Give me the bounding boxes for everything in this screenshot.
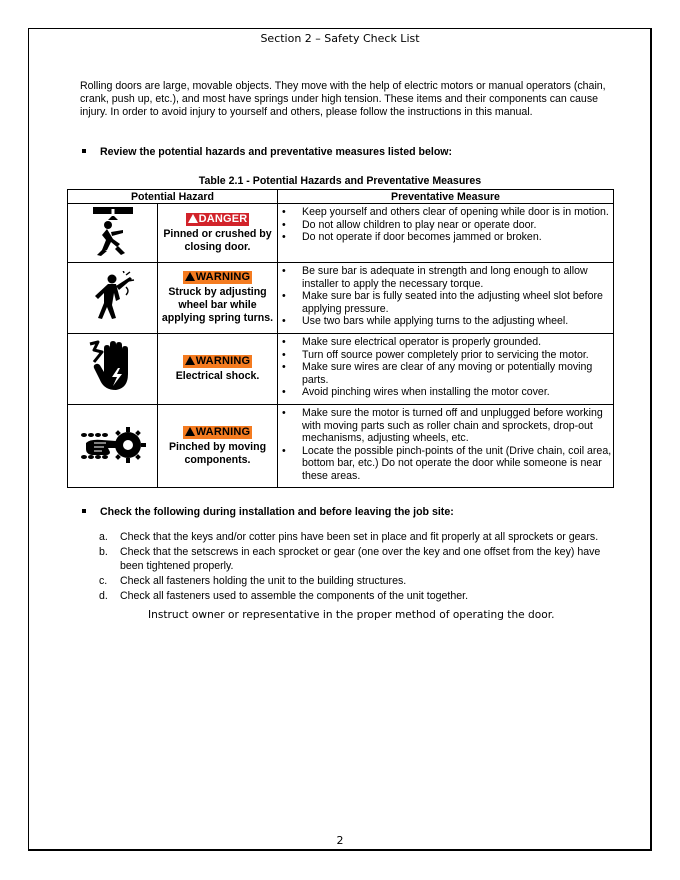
alert-triangle-icon <box>185 272 195 281</box>
table-row <box>68 334 614 405</box>
measure-item: • Keep yourself and others clear of opening while door is in motion. <box>302 206 613 219</box>
checklist-item <box>99 545 609 573</box>
page-header: Section 2 – Safety Check List <box>260 32 420 45</box>
checklist-item <box>99 589 609 603</box>
hazard-label-cell <box>158 204 278 263</box>
review-bullet <box>80 146 452 158</box>
instruct-line: Instruct owner or representative in the proper method of operating the door. <box>148 609 555 621</box>
hazard-icon-cell <box>68 263 158 334</box>
measure-item: • Make sure bar is fully seated into the adjusting wheel slot before applying pressure. <box>302 290 613 315</box>
checklist-item <box>99 530 609 544</box>
checklist-item <box>99 574 609 588</box>
page-number: 2 <box>336 834 344 847</box>
checklist-text: Check that the setscrews in each sprocket or gear (one over the key and one offset from the key) have been tightened properly. <box>120 546 601 572</box>
table-header-row <box>68 190 614 204</box>
hazard-text: Electrical shock. <box>175 370 260 382</box>
pinch-point-icon <box>80 421 146 469</box>
measure-item: • Do not allow children to play near or operate door. <box>302 219 613 232</box>
hazard-text: Pinned or crushed by closing door. <box>163 227 272 253</box>
measure-item: • Make sure wires are clear of any moving or potentially moving parts. <box>302 361 613 386</box>
hazard-label-cell <box>158 405 278 488</box>
hazard-label-cell <box>158 334 278 405</box>
hazards-table <box>67 189 614 488</box>
table-row <box>68 204 614 263</box>
measures-cell <box>278 334 614 405</box>
measure-item: • Turn off source power completely prior to servicing the motor. <box>302 349 613 362</box>
square-bullet-icon <box>82 509 86 513</box>
hazard-text: Struck by adjusting wheel bar while applying spring turns. <box>161 286 274 324</box>
header-preventative-measure: Preventative Measure <box>278 190 614 204</box>
alert-triangle-icon <box>185 356 195 365</box>
measure-item: • Use two bars while applying turns to the adjusting wheel. <box>302 315 613 328</box>
danger-sign: DANGER <box>186 213 250 226</box>
checklist <box>99 530 609 604</box>
checklist-letter: a. <box>99 531 108 543</box>
measure-item: • Locate the possible pinch-points of the unit (Drive chain, coil area, bottom bar, etc.) Do not operate the door while someone is near these areas. <box>302 445 613 483</box>
warning-sign: WARNING <box>183 426 253 439</box>
hazard-icon-cell <box>68 334 158 405</box>
measure-item: • Make sure the motor is turned off and unplugged before working with moving parts such as roller chain and sprockets, drop-out mechanisms, adjusting wheels, etc. <box>302 407 613 445</box>
measure-item: • Be sure bar is adequate in strength and long enough to allow installer to apply the necessary torque. <box>302 265 613 290</box>
measure-item: • Avoid pinching wires when installing the motor cover. <box>302 386 613 399</box>
hazard-label-cell <box>158 263 278 334</box>
crush-hazard-icon <box>91 206 135 258</box>
review-bullet-text: Review the potential hazards and preventative measures listed below: <box>100 146 453 158</box>
hazard-icon-cell <box>68 405 158 488</box>
checklist-text: Check all fasteners holding the unit to the building structures. <box>120 575 407 587</box>
checklist-text: Check that the keys and/or cotter pins have been set in place and fit properly at all sprockets or gears. <box>120 531 599 543</box>
hazard-text: Pinched by moving components. <box>168 440 267 466</box>
warning-sign: WARNING <box>183 271 253 284</box>
struck-by-bar-icon <box>90 271 136 323</box>
measures-cell <box>278 204 614 263</box>
measure-item: • Do not operate if door becomes jammed or broken. <box>302 231 613 244</box>
alert-triangle-icon <box>185 427 195 436</box>
check-bullet <box>80 506 454 518</box>
intro-paragraph: Rolling doors are large, movable objects. They move with the help of electric motors or manual operators (chain, crank, push up, etc.), and most have springs under high tension. These items and their components can cause injury. In order to avoid injury to yourself and others, please follow the instructions in this manual. <box>80 80 606 118</box>
square-bullet-icon <box>82 149 86 153</box>
measures-cell <box>278 405 614 488</box>
measures-cell <box>278 263 614 334</box>
checklist-letter: c. <box>99 575 108 587</box>
measure-item: • Make sure electrical operator is properly grounded. <box>302 336 613 349</box>
alert-triangle-icon <box>188 214 198 223</box>
table-caption: Table 2.1 - Potential Hazards and Preventative Measures <box>198 175 482 187</box>
checklist-text: Check all fasteners used to assemble the components of the unit together. <box>120 590 469 602</box>
warning-sign: WARNING <box>183 355 253 368</box>
checklist-letter: d. <box>99 590 108 602</box>
electrical-shock-icon <box>88 340 138 396</box>
table-row <box>68 405 614 488</box>
header-potential-hazard: Potential Hazard <box>68 190 278 204</box>
table-row <box>68 263 614 334</box>
check-bullet-text: Check the following during installation and before leaving the job site: <box>100 506 454 518</box>
hazard-icon-cell <box>68 204 158 263</box>
checklist-letter: b. <box>99 546 108 558</box>
